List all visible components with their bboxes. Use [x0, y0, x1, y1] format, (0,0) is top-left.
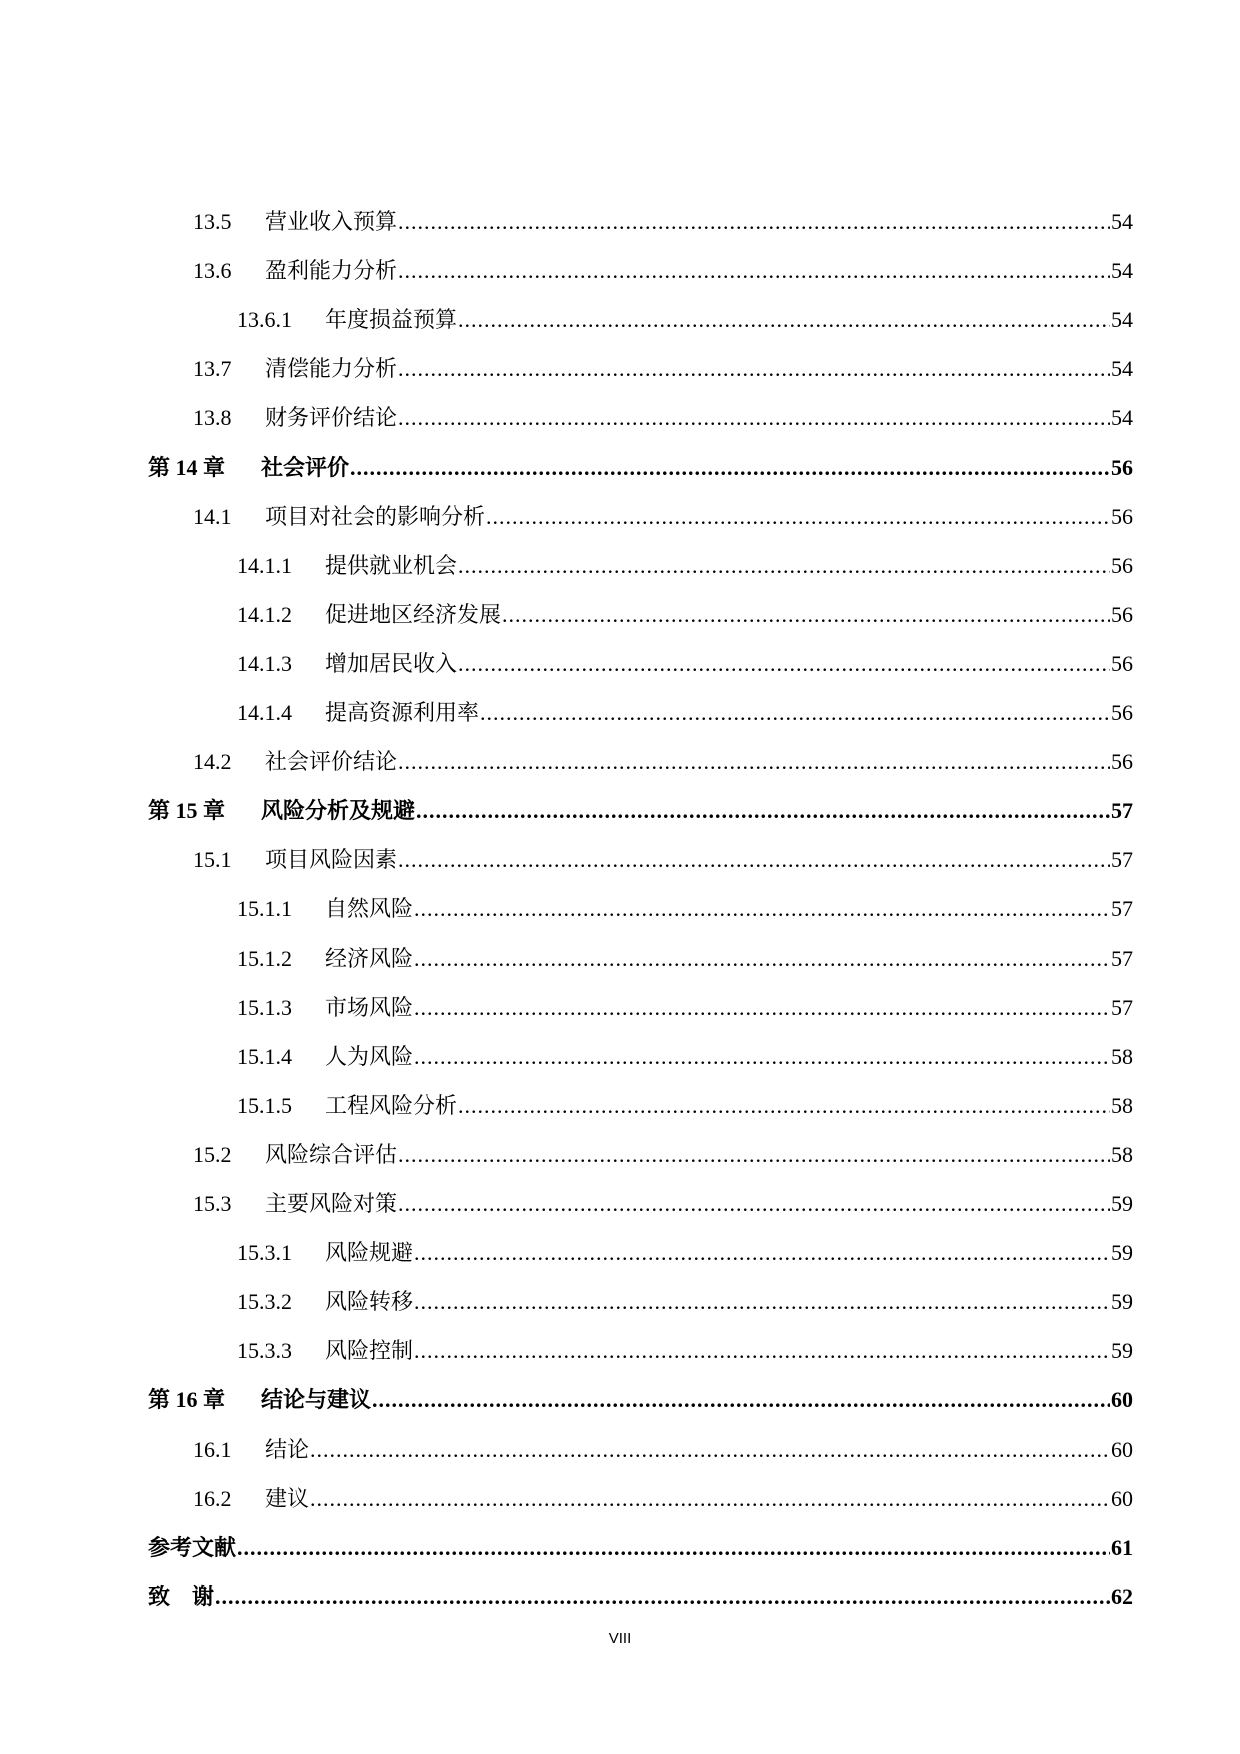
toc-entry-title: 主要风险对策	[265, 1191, 398, 1216]
toc-entry-page: 54	[1111, 209, 1133, 234]
toc-entry-page: 58	[1111, 1043, 1133, 1069]
toc-entry-number: 13.6	[193, 258, 232, 284]
toc-entry-number: 13.7	[193, 356, 232, 382]
toc-entry-title: 工程风险分析	[325, 1092, 458, 1118]
toc-entry[interactable]	[0, 1484, 1240, 1514]
toc-entry-title: 营业收入预算	[265, 209, 398, 234]
toc-entry[interactable]	[0, 894, 1240, 924]
toc-entry-page: 56	[1111, 700, 1133, 725]
toc-entry-title: 风险转移	[325, 1289, 414, 1315]
toc-entry-title: 项目风险因素	[265, 847, 398, 873]
toc-entry-number: 13.6.1	[237, 307, 292, 333]
toc-entry-number: 14.2	[193, 749, 232, 775]
toc-entry[interactable]	[0, 698, 1240, 728]
leader-dots	[398, 845, 1110, 875]
toc-entry-title: 财务评价结论	[265, 405, 398, 431]
toc-entry-title: 项目对社会的影响分析	[265, 503, 486, 529]
toc-entry-page: 57	[1111, 945, 1133, 971]
toc-entry-title: 经济风险	[325, 945, 414, 971]
toc-entry[interactable]	[0, 649, 1240, 679]
toc-entry[interactable]	[0, 256, 1240, 286]
toc-entry-title: 建议	[265, 1485, 310, 1511]
leader-dots	[310, 1435, 1110, 1465]
toc-entry[interactable]	[0, 1385, 1240, 1415]
toc-entry-number: 15.3.2	[237, 1289, 292, 1315]
toc-entry-page: 59	[1111, 1191, 1133, 1216]
toc-entry-number: 15.1.5	[237, 1092, 292, 1118]
toc-entry-number: 15.2	[193, 1141, 232, 1167]
toc-entry-number: 14.1.1	[237, 552, 292, 578]
toc-entry[interactable]	[0, 747, 1240, 777]
toc-entry-page: 59	[1111, 1289, 1133, 1315]
toc-entry-number: 第 14 章	[148, 454, 226, 480]
leader-dots	[414, 894, 1110, 924]
leader-dots	[398, 1140, 1110, 1170]
toc-entry-number: 第 16 章	[148, 1387, 226, 1413]
toc-entry-title: 致 谢	[148, 1583, 215, 1609]
toc-entry-page: 57	[1111, 994, 1133, 1020]
leader-dots	[458, 1091, 1110, 1121]
toc-entry[interactable]	[0, 1336, 1240, 1366]
toc-entry-page: 54	[1111, 356, 1133, 382]
leader-dots	[416, 796, 1110, 826]
toc-entry[interactable]	[0, 551, 1240, 581]
leader-dots	[398, 354, 1110, 384]
toc-entry-page: 61	[1111, 1534, 1133, 1560]
toc-entry-page: 60	[1111, 1387, 1133, 1413]
leader-dots	[458, 305, 1110, 335]
toc-entry[interactable]	[0, 1189, 1240, 1219]
toc-entry-title: 风险分析及规避	[261, 798, 416, 824]
toc-entry[interactable]	[0, 1091, 1240, 1121]
toc-entry-page: 58	[1111, 1092, 1133, 1118]
toc-entry[interactable]	[0, 993, 1240, 1023]
toc-entry[interactable]	[0, 600, 1240, 630]
toc-entry-number: 14.1.2	[237, 601, 292, 627]
toc-entry-number: 15.1	[193, 847, 232, 873]
toc-entry-title: 自然风险	[325, 896, 414, 922]
toc-entry-page: 60	[1111, 1436, 1133, 1462]
leader-dots	[350, 453, 1110, 483]
toc-entry[interactable]	[0, 1042, 1240, 1072]
toc-entry[interactable]	[0, 502, 1240, 532]
leader-dots	[398, 207, 1110, 237]
toc-entry-title: 社会评价	[261, 454, 350, 480]
toc-entry-title: 提高资源利用率	[325, 700, 480, 725]
toc-entry-title: 增加居民收入	[325, 650, 458, 676]
toc-entry-title: 清偿能力分析	[265, 356, 398, 382]
leader-dots	[458, 649, 1110, 679]
toc-entry-title: 风险综合评估	[265, 1141, 398, 1167]
leader-dots	[237, 1533, 1110, 1563]
leader-dots	[414, 1336, 1110, 1366]
toc-entry-title: 风险控制	[325, 1338, 414, 1364]
toc-entry-number: 13.5	[193, 209, 232, 234]
toc-entry[interactable]	[0, 1140, 1240, 1170]
toc-entry[interactable]	[0, 354, 1240, 384]
toc-entry-page: 59	[1111, 1240, 1133, 1266]
leader-dots	[398, 1189, 1110, 1219]
leader-dots	[414, 1287, 1110, 1317]
leader-dots	[215, 1582, 1110, 1612]
toc-entry-number: 15.3.3	[237, 1338, 292, 1364]
leader-dots	[414, 993, 1110, 1023]
toc-entry-page: 54	[1111, 405, 1133, 431]
leader-dots	[398, 256, 1110, 286]
leader-dots	[486, 502, 1110, 532]
toc-entry[interactable]	[0, 1435, 1240, 1465]
toc-entry-number: 15.3	[193, 1191, 232, 1216]
toc-entry-number: 15.1.1	[237, 896, 292, 922]
leader-dots	[372, 1385, 1110, 1415]
toc-entry-title: 提供就业机会	[325, 552, 458, 578]
toc-entry-number: 15.3.1	[237, 1240, 292, 1266]
toc-entry-title: 促进地区经济发展	[325, 601, 502, 627]
toc-entry-page: 62	[1111, 1583, 1133, 1609]
toc-entry-page: 58	[1111, 1141, 1133, 1167]
toc-entry-page: 56	[1111, 601, 1133, 627]
toc-entry[interactable]	[0, 403, 1240, 433]
toc-entry[interactable]	[0, 453, 1240, 483]
toc-entry-title: 社会评价结论	[265, 749, 398, 775]
toc-entry-title: 结论与建议	[261, 1387, 372, 1413]
leader-dots	[310, 1484, 1110, 1514]
toc-entry-page: 56	[1111, 503, 1133, 529]
toc-entry-page: 56	[1111, 650, 1133, 676]
leader-dots	[414, 1042, 1110, 1072]
toc-entry-number: 第 15 章	[148, 798, 226, 824]
toc-entry[interactable]	[0, 1582, 1240, 1612]
toc-entry-title: 人为风险	[325, 1043, 414, 1069]
toc-entry-title: 参考文献	[148, 1534, 237, 1560]
toc-entry-title: 年度损益预算	[325, 307, 458, 333]
leader-dots	[398, 403, 1110, 433]
toc-entry-page: 57	[1111, 847, 1133, 873]
toc-entry-title: 风险规避	[325, 1240, 414, 1266]
toc-entry-title: 市场风险	[325, 994, 414, 1020]
toc-entry-number: 13.8	[193, 405, 232, 431]
toc-entry-page: 56	[1111, 749, 1133, 775]
toc-entry-number: 14.1	[193, 503, 232, 529]
toc-entry[interactable]	[0, 1287, 1240, 1317]
toc-entry-page: 57	[1111, 798, 1133, 824]
toc-entry[interactable]	[0, 305, 1240, 335]
toc-entry-title: 盈利能力分析	[265, 258, 398, 284]
toc-entry-number: 15.1.3	[237, 994, 292, 1020]
toc-entry-page: 54	[1111, 258, 1133, 284]
toc-entry-number: 16.2	[193, 1485, 232, 1511]
leader-dots	[414, 1238, 1110, 1268]
leader-dots	[480, 698, 1110, 728]
leader-dots	[398, 747, 1110, 777]
toc-entry[interactable]	[0, 1238, 1240, 1268]
toc-entry-page: 56	[1111, 552, 1133, 578]
toc-entry-number: 15.1.2	[237, 945, 292, 971]
toc-entry-page: 60	[1111, 1485, 1133, 1511]
page-number: VIII	[608, 1630, 632, 1647]
toc-entry-number: 16.1	[193, 1436, 232, 1462]
toc-entry-page: 56	[1111, 454, 1133, 480]
toc-entry-number: 15.1.4	[237, 1043, 292, 1069]
toc-entry-title: 结论	[265, 1436, 310, 1462]
toc-entry[interactable]	[0, 944, 1240, 974]
leader-dots	[414, 944, 1110, 974]
toc-entry-page: 59	[1111, 1338, 1133, 1364]
toc-entry[interactable]	[0, 1533, 1240, 1563]
toc-entry[interactable]	[0, 207, 1240, 237]
toc-entry-number: 14.1.3	[237, 650, 292, 676]
toc-entry-page: 54	[1111, 307, 1133, 333]
leader-dots	[502, 600, 1110, 630]
leader-dots	[458, 551, 1110, 581]
toc-entry-number: 14.1.4	[237, 700, 292, 725]
toc-entry[interactable]	[0, 796, 1240, 826]
toc-entry-page: 57	[1111, 896, 1133, 922]
toc-entry[interactable]	[0, 845, 1240, 875]
